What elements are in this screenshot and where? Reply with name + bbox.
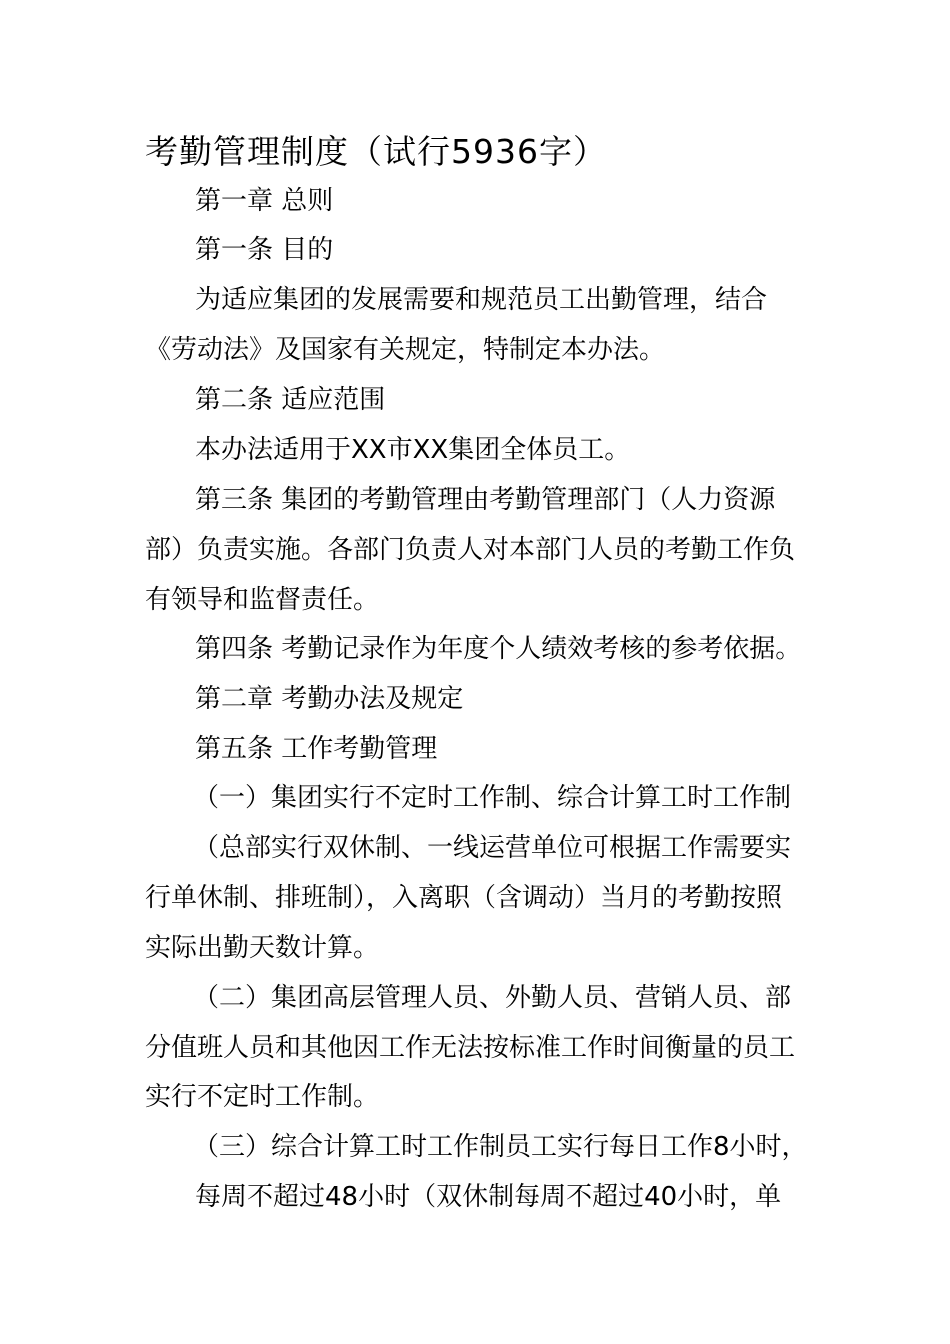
paragraph-line: （一）集团实行不定时工作制、综合计算工时工作制 xyxy=(193,783,792,813)
paragraph-line: （二）集团高层管理人员、外勤人员、营销人员、部 xyxy=(193,983,792,1013)
document-title: 考勤管理制度（试行5936字） xyxy=(145,132,607,171)
paragraph-line: 行单休制、排班制），入离职（含调动）当月的考勤按照 xyxy=(145,883,783,913)
article-heading-5: 第五条 工作考勤管理 xyxy=(195,734,438,764)
paragraph-line: 实行不定时工作制。 xyxy=(145,1082,380,1112)
paragraph-line: 第四条 考勤记录作为年度个人绩效考核的参考依据。 xyxy=(195,634,802,664)
paragraph-line: 为适应集团的发展需要和规范员工出勤管理，结合 xyxy=(195,285,768,315)
article-heading-2: 第二条 适应范围 xyxy=(195,385,386,415)
article-heading-1: 第一条 目的 xyxy=(195,235,334,265)
paragraph-line: 本办法适用于XX市XX集团全体员工。 xyxy=(195,435,631,465)
paragraph-line: 第三条 集团的考勤管理由考勤管理部门（人力资源 xyxy=(195,485,776,515)
paragraph-line: 部）负责实施。各部门负责人对本部门人员的考勤工作负 xyxy=(145,535,796,565)
chapter-heading-2: 第二章 考勤办法及规定 xyxy=(195,684,464,714)
chapter-heading-1: 第一章 总则 xyxy=(195,186,334,216)
paragraph-line: 实际出勤天数计算。 xyxy=(145,933,380,963)
paragraph-line: 《劳动法》及国家有关规定，特制定本办法。 xyxy=(145,335,666,365)
paragraph-line: 有领导和监督责任。 xyxy=(145,585,380,615)
paragraph-line: （总部实行双休制、一线运营单位可根据工作需要实 xyxy=(193,833,792,863)
paragraph-line: 分值班人员和其他因工作无法按标准工作时间衡量的员工 xyxy=(145,1033,796,1063)
paragraph-line: （三）综合计算工时工作制员工实行每日工作8小时， xyxy=(193,1132,808,1162)
paragraph-line: 每周不超过48小时（双休制每周不超过40小时，单 xyxy=(195,1182,782,1212)
